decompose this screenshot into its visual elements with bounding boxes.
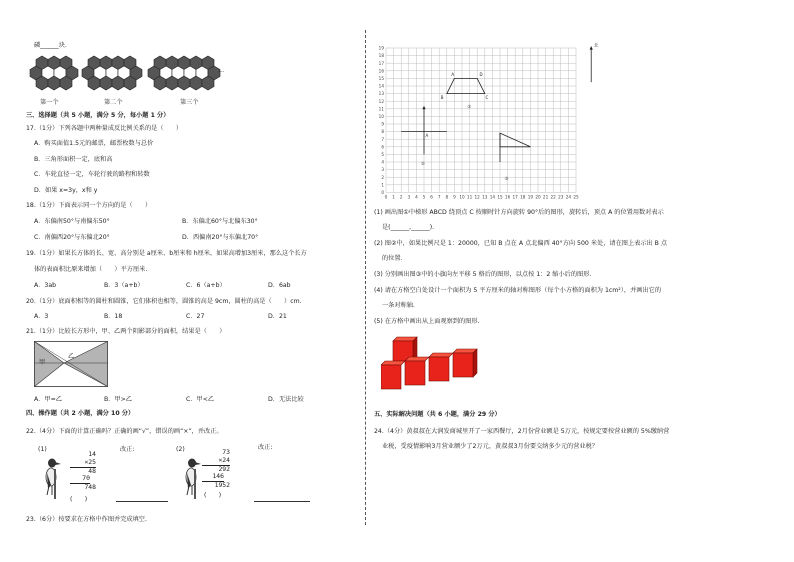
x-tick-label: 19 — [527, 194, 534, 200]
ellipsis: … — [218, 67, 225, 74]
grid-item-1-line-2: 是(______,______). — [382, 224, 435, 231]
y-tick-label: 7 — [381, 136, 384, 142]
x-tick-label: 10 — [459, 194, 465, 200]
y-tick-label: 0 — [381, 190, 384, 195]
q22-stem: 22.（4分）下面的计算正确吗？正确的画“√”，错误的画“×”，并改正。 — [26, 428, 223, 435]
hex-label-2: 第二个 — [104, 99, 123, 106]
q22-p1-line-4: 70 — [70, 475, 90, 484]
point-label-b: B — [440, 94, 444, 100]
q17-option-b: B．三角形面积一定，底和高 — [34, 156, 113, 163]
red-cube-stack — [381, 333, 481, 393]
y-tick-label: 19 — [378, 45, 384, 51]
grid-item-2-line-2: 的位置. — [382, 255, 403, 262]
q22-p1-fix-label: 改正: — [120, 446, 135, 453]
x-tick-label: 14 — [489, 194, 496, 200]
q20-stem: 20.（1分）底面积相等的圆柱和圆锥，它们体积也相等，圆锥的高是 9cm，圆柱的高是（ ）cm. — [26, 298, 302, 305]
column-divider — [365, 30, 366, 525]
hex-label-1: 第一个 — [40, 99, 59, 106]
q21-label-yi: 乙 — [68, 353, 75, 360]
x-tick-label: 1 — [392, 194, 395, 200]
q21-option-a: A．甲=乙 — [34, 396, 62, 403]
x-tick-label: 22 — [550, 194, 556, 200]
y-tick-label: 5 — [381, 152, 384, 157]
x-tick-label: 17 — [512, 194, 518, 200]
x-tick-label: 25 — [573, 194, 579, 200]
hex-label-3: 第三个 — [180, 99, 199, 106]
q22-p2-line-3: 292 — [218, 464, 230, 473]
q19-option-a: A．3ab — [34, 282, 57, 289]
q17-stem: 17.（1分）下列各题中两种量成反比例关系的是（ ） — [26, 125, 183, 132]
figure-3-label: ③ — [504, 177, 509, 183]
x-tick-label: 11 — [466, 194, 473, 200]
y-tick-label: 10 — [378, 114, 384, 119]
q21-label-jia: 甲 — [39, 359, 46, 366]
y-tick-label: 2 — [381, 174, 384, 180]
y-tick-label: 8 — [381, 129, 384, 135]
x-tick-label: 23 — [558, 194, 564, 200]
x-tick-label: 5 — [422, 194, 426, 200]
coordinate-grid — [374, 42, 614, 202]
x-tick-label: 3 — [407, 194, 411, 200]
q17-option-c: C．车轮直径一定，车轮行驶的路程和转数 — [34, 171, 150, 178]
x-tick-label: 13 — [482, 194, 488, 200]
q21-option-d: D．无法比较 — [268, 396, 304, 403]
point-label-c: C — [485, 94, 489, 100]
hex-pattern-3 — [148, 56, 220, 90]
q22-p2-answer-paren[interactable]: ( ) — [204, 492, 222, 499]
y-tick-label: 13 — [378, 91, 384, 97]
q18-option-b: B．东偏北60°与北偏东30° — [182, 218, 258, 225]
section-5-title: 五、实际解决问题（共 6 小题，满分 29 分） — [374, 411, 501, 418]
y-tick-label: 4 — [381, 159, 384, 165]
x-tick-label: 2 — [399, 194, 403, 200]
q22-p2-fix-label: 改正: — [258, 444, 273, 451]
q22-p2-number: (2) — [176, 446, 185, 453]
q22-p1-line-3: 48 — [88, 466, 96, 475]
woodpecker-icon — [42, 455, 62, 501]
q22-p1-answer-paren[interactable]: ( ) — [70, 496, 88, 503]
q21-stem: 21.（1分）比较长方形中，甲、乙两个阴影部分的面积，结果是（ ） — [26, 328, 226, 335]
x-tick-label: 15 — [497, 194, 503, 200]
q20-option-a: A．3 — [34, 313, 49, 320]
x-tick-label: 16 — [504, 194, 511, 200]
grid-item-3: (3) 分别画出图③中的小旗向左平移 5 格后的图形，以点按 1：2 缩小后的图形. — [374, 271, 592, 278]
q22-p1-number: (1) — [38, 446, 47, 453]
y-tick-label: 3 — [381, 167, 384, 173]
north-arrow-icon — [590, 46, 593, 50]
grid-item-4-line-2: 一条对称轴. — [382, 302, 415, 309]
q24-line-2: 业税，受疫情影响3月营业额少了2万元，黄叔叔3月份要交纳多少元的营业税？ — [382, 443, 598, 450]
x-tick-label: 18 — [520, 194, 526, 200]
y-tick-label: 16 — [378, 68, 384, 74]
q20-option-c: C．27 — [186, 313, 205, 320]
x-tick-label: 9 — [453, 194, 456, 200]
q20-option-b: B．18 — [104, 313, 123, 320]
q22-p1-vertical-calc — [70, 451, 96, 492]
y-tick-label: 17 — [378, 60, 384, 66]
q22-p2-line-1: 73 — [222, 448, 230, 456]
q18-option-c: C．南偏西20°与东偏北20° — [34, 234, 110, 241]
x-tick-label: 0 — [384, 194, 388, 200]
q21-option-b: B．甲>乙 — [104, 396, 132, 403]
x-tick-label: 6 — [430, 194, 433, 200]
q22-p2-line-2: ×24 — [202, 457, 230, 466]
q22-p1-line-5: 748 — [84, 483, 96, 492]
figure-1-label: ① — [467, 105, 472, 111]
x-tick-label: 21 — [542, 194, 549, 200]
q18-option-d: D．西偏南20°与东偏北70° — [182, 234, 259, 241]
grid-item-1-line-1: (1) 画出图①中梯形 ABCD 绕顶点 C 按顺时针方向旋转 90°后的图形，旋转后，顶点 A 的位置用数对表示 — [374, 209, 664, 216]
q24-line-1: 24.（4分）黄叔叔在大润发商城里开了一家西餐厅，2月份营业额是 5万元，按规定要按营业额的 5%缴纳营 — [374, 428, 670, 435]
section-3-title: 三、选择题（共 5 小题，满分 5 分，每小题 1 分） — [26, 112, 170, 119]
q21-option-c: C．甲<乙 — [186, 396, 215, 403]
section-4-title: 四、操作题（共 2 小题，满分 10 分） — [26, 410, 135, 417]
y-tick-label: 18 — [378, 53, 384, 59]
x-tick-label: 24 — [565, 194, 572, 200]
q19-stem: 19.（1分）如果长方体的长、宽、高分别是 a厘米、b厘米和 h厘米，如果高增加3厘米，那么这个长方 — [26, 250, 307, 257]
x-tick-label: 12 — [474, 194, 480, 200]
q22-p2-fix-line[interactable] — [254, 501, 310, 502]
x-tick-label: 7 — [437, 194, 441, 200]
q19-option-d: D．6ab — [268, 282, 291, 289]
north-label: 北 — [594, 42, 599, 48]
y-tick-label: 1 — [381, 182, 384, 188]
q22-p1-line-1: 14 — [88, 450, 96, 458]
point-label-a: A — [451, 72, 455, 78]
q22-p2-line-4: 146 — [202, 473, 224, 482]
q23-stem: 23.（6分）按要求在方格中作图并完成填空. — [26, 516, 147, 523]
arrow-up-icon — [422, 106, 425, 110]
x-tick-label: 8 — [445, 194, 449, 200]
q18-option-a: A．东偏南50°与南偏东50° — [34, 218, 110, 225]
q22-p1-line-2: ×25 — [70, 459, 96, 468]
y-tick-label: 14 — [378, 83, 384, 89]
point-label-a2: A — [425, 132, 429, 138]
y-tick-label: 15 — [378, 76, 384, 81]
point-label-d: D — [479, 72, 483, 78]
grid-item-5: (5) 在方格中画出从上面观察到的图形. — [374, 318, 480, 325]
fill-blank-tail: 磷______块. — [34, 42, 67, 49]
hex-pattern-1 — [30, 56, 78, 90]
grid-item-2-line-1: (2) 图②中，如果比例尺是 1：20000，已知 B 点在 A 点北偏西 40°方向 500 米处，请在图上表示出 B 点 — [374, 240, 668, 247]
hex-pattern-2 — [82, 56, 142, 90]
y-tick-label: 9 — [381, 121, 384, 127]
q19-option-c: C．6（a+b） — [186, 282, 226, 289]
q22-p2-vertical-calc — [202, 449, 230, 490]
woodpecker-icon — [182, 455, 202, 501]
q17-option-a: A．购买面值1.5元的邮票，邮票枚数与总价 — [34, 140, 154, 147]
q22-p1-fix-line[interactable] — [116, 501, 168, 502]
q17-option-d: D．如果 x=3y，x和 y — [34, 187, 98, 194]
q18-stem: 18.（1分）下面表示同一个方向的是（ ） — [26, 202, 152, 209]
hexagon-patterns — [28, 52, 268, 92]
grid-item-4-line-1: (4) 请在方格空白处设计一个面积为 5 平方厘米的轴对称图形（每个小方格的面积为 1cm²），并画出它的 — [374, 287, 661, 294]
q19-option-b: B．3（a+b） — [104, 282, 144, 289]
x-tick-label: 20 — [535, 194, 541, 200]
y-tick-label: 6 — [381, 144, 384, 150]
q19-stem-2: 体的表面积比原来增加（ ）平方厘米. — [34, 266, 148, 273]
y-tick-label: 12 — [378, 98, 384, 104]
q22-p2-line-5: 1952 — [214, 481, 230, 490]
q20-option-d: D．21 — [268, 313, 287, 320]
x-tick-label: 4 — [415, 194, 418, 200]
figure-2-label: ② — [420, 162, 425, 168]
y-tick-label: 11 — [378, 106, 384, 112]
